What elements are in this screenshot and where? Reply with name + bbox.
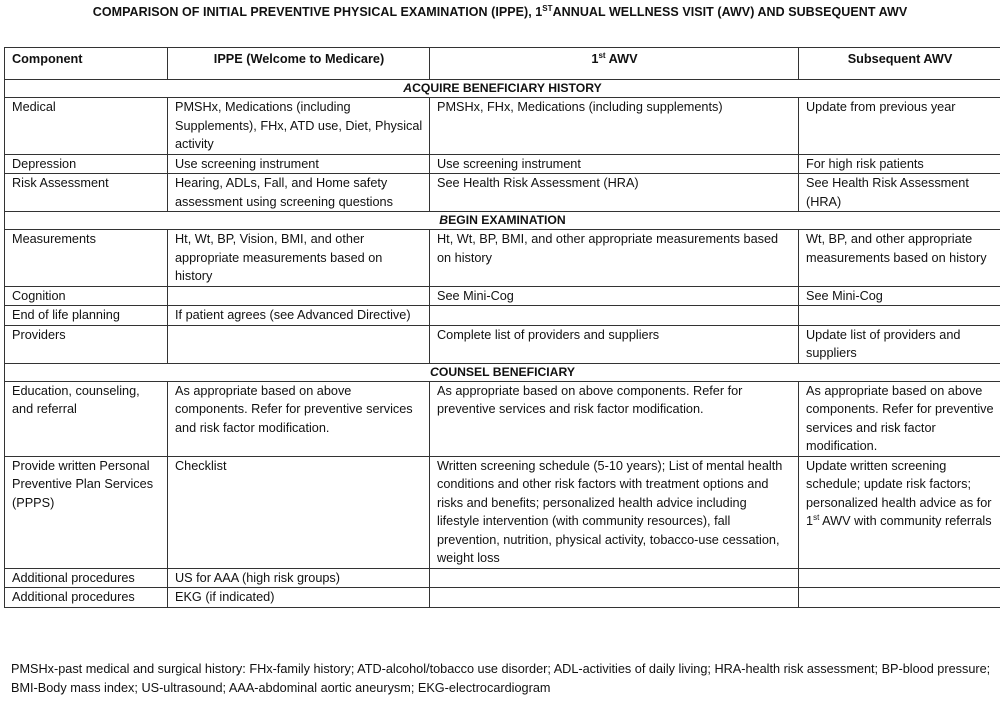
cell-subsequent-awv: For high risk patients: [799, 154, 1000, 174]
section-row-exam: [5, 212, 1000, 230]
cell-component: Risk Assessment: [5, 174, 168, 212]
cell-component: Additional procedures: [5, 568, 168, 588]
cell-component: End of life planning: [5, 306, 168, 326]
cell-component: Depression: [5, 154, 168, 174]
cell-subsequent-awv: Update list of providers and suppliers: [799, 325, 1000, 363]
cell-component: Medical: [5, 98, 168, 155]
header-component: Component: [5, 48, 168, 80]
cell-ippe: [168, 286, 430, 306]
cell-component: Providers: [5, 325, 168, 363]
cell-first-awv: Complete list of providers and suppliers: [430, 325, 799, 363]
abbreviations-footnote: PMSHx-past medical and surgical history: FHx-family history; ATD-alcohol/tobacco use disorder; ADL-activities of daily living; HRA-health risk assessment; BP-blood pressure; BMI-Body mass index; US-ultrasound; AAA-abdominal aortic aneurysm; EKG-electrocardiogram: [11, 662, 991, 695]
table-row: [5, 154, 1000, 174]
table-row: [5, 306, 1000, 326]
cell-first-awv: See Mini-Cog: [430, 286, 799, 306]
cell-first-awv: See Health Risk Assessment (HRA): [430, 174, 799, 212]
cell-ippe: [168, 325, 430, 363]
cell-first-awv: Written screening schedule (5-10 years); List of mental health conditions and other risk factors with treatment options and risks and benefits; personalized health advice including lifestyle intervention (with community resources), fall prevention, nutrition, physical activity, tobacco-use cessation, weight loss: [430, 456, 799, 568]
section-heading: ACQUIRE BENEFICIARY HISTORY: [5, 80, 1000, 98]
cell-ippe: Ht, Wt, BP, Vision, BMI, and other appropriate measurements based on history: [168, 230, 430, 287]
section-row-history: [5, 80, 1000, 98]
cell-component: Education, counseling, and referral: [5, 381, 168, 456]
table-row: [5, 325, 1000, 363]
table-row: [5, 286, 1000, 306]
cell-ippe: US for AAA (high risk groups): [168, 568, 430, 588]
cell-first-awv: Ht, Wt, BP, BMI, and other appropriate measurements based on history: [430, 230, 799, 287]
table-row: [5, 588, 1000, 608]
cell-subsequent-awv: Wt, BP, and other appropriate measurements based on history: [799, 230, 1000, 287]
cell-subsequent-awv: [799, 568, 1000, 588]
cell-ippe: PMSHx, Medications (including Supplements), FHx, ATD use, Diet, Physical activity: [168, 98, 430, 155]
cell-first-awv: Use screening instrument: [430, 154, 799, 174]
table-row: [5, 456, 1000, 568]
cell-ippe: As appropriate based on above components. Refer for preventive services and risk factor modification.: [168, 381, 430, 456]
table-row: [5, 568, 1000, 588]
cell-component: Measurements: [5, 230, 168, 287]
section-row-counsel: [5, 363, 1000, 381]
cell-subsequent-awv: [799, 588, 1000, 608]
cell-subsequent-awv: As appropriate based on above components. Refer for preventive services and risk factor modification.: [799, 381, 1000, 456]
comparison-table: [4, 47, 1000, 608]
cell-first-awv: PMSHx, FHx, Medications (including supplements): [430, 98, 799, 155]
cell-first-awv: [430, 568, 799, 588]
cell-component: Cognition: [5, 286, 168, 306]
cell-component: Provide written Personal Preventive Plan Services (PPPS): [5, 456, 168, 568]
cell-first-awv: [430, 588, 799, 608]
cell-ippe: If patient agrees (see Advanced Directive): [168, 306, 430, 326]
header-subsequent-awv: Subsequent AWV: [799, 48, 1000, 80]
header-ippe: IPPE (Welcome to Medicare): [168, 48, 430, 80]
document-title: COMPARISON OF INITIAL PREVENTIVE PHYSICAL EXAMINATION (IPPE), 1STANNUAL WELLNESS VISIT (AWV) AND SUBSEQUENT AWV: [92, 4, 908, 19]
cell-ippe: EKG (if indicated): [168, 588, 430, 608]
table-row: [5, 381, 1000, 456]
table-header-row: [5, 48, 1000, 80]
cell-component: Additional procedures: [5, 588, 168, 608]
table-row: [5, 230, 1000, 287]
cell-ippe: Use screening instrument: [168, 154, 430, 174]
cell-subsequent-awv: [799, 306, 1000, 326]
header-first-awv: 1st AWV: [430, 48, 799, 80]
table-row: [5, 174, 1000, 212]
cell-subsequent-awv: Update written screening schedule; update risk factors; personalized health advice as for 1st AWV with community referrals: [799, 456, 1000, 568]
section-heading: BEGIN EXAMINATION: [5, 212, 1000, 230]
cell-ippe: Checklist: [168, 456, 430, 568]
cell-ippe: Hearing, ADLs, Fall, and Home safety assessment using screening questions: [168, 174, 430, 212]
cell-subsequent-awv: Update from previous year: [799, 98, 1000, 155]
cell-subsequent-awv: See Health Risk Assessment (HRA): [799, 174, 1000, 212]
cell-subsequent-awv: See Mini-Cog: [799, 286, 1000, 306]
table-row: [5, 98, 1000, 155]
cell-first-awv: [430, 306, 799, 326]
cell-first-awv: As appropriate based on above components. Refer for preventive services and risk factor modification.: [430, 381, 799, 456]
section-heading: COUNSEL BENEFICIARY: [5, 363, 1000, 381]
